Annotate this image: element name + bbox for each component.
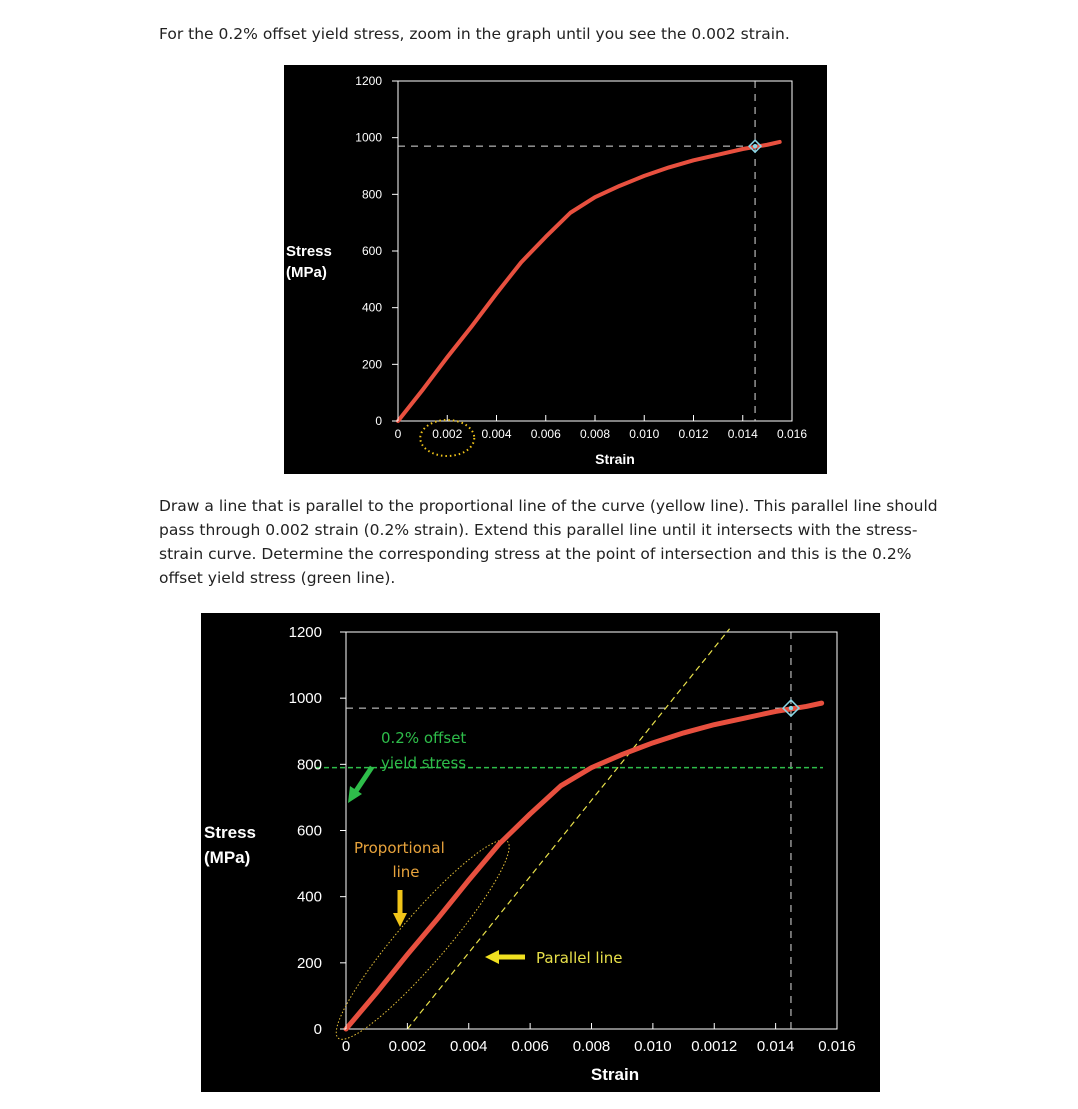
x-tick-label: 0 bbox=[341, 1038, 351, 1055]
proportional-label-line1: Proportional bbox=[354, 839, 445, 857]
x-tick-label: 0.002 bbox=[432, 427, 463, 441]
x-tick-label: 0.0012 bbox=[691, 1038, 738, 1055]
parallel-line-label: Parallel line bbox=[536, 949, 623, 967]
x-tick-label: 0.002 bbox=[388, 1038, 427, 1055]
x-tick-label: 0.004 bbox=[449, 1038, 488, 1055]
proportional-label-line2: line bbox=[392, 863, 420, 881]
y-axis-label-stress: Stress bbox=[204, 823, 256, 842]
x-tick-label: 0.008 bbox=[579, 427, 611, 441]
y-tick-label: 1000 bbox=[288, 690, 322, 708]
x-tick-label: 0.014 bbox=[727, 427, 758, 441]
stress-strain-chart-2 bbox=[201, 613, 880, 1092]
y-tick-label: 200 bbox=[296, 954, 322, 972]
x-axis-label: Strain bbox=[595, 451, 635, 467]
x-axis-label: Strain bbox=[590, 1065, 640, 1084]
y-tick-label: 800 bbox=[296, 756, 322, 774]
instruction-paragraph-2: Draw a line that is parallel to the proportional line of the curve (yellow line). This parallel line should pass through 0.002 strain (0.2% strain). Extend this parallel line until it intersects with the stress-strain curve. Determine the corresponding stress at the point of intersection and this is the 0.2% offset yield stress (green line). bbox=[159, 497, 938, 587]
x-tick-label: 0.012 bbox=[678, 427, 709, 441]
x-tick-label: 0.016 bbox=[776, 427, 808, 441]
instruction-paragraph-1: For the 0.2% offset yield stress, zoom in the graph until you see the 0.002 strain. bbox=[159, 25, 790, 43]
y-axis-label-stress: Stress bbox=[286, 243, 332, 260]
y-tick-label: 1200 bbox=[355, 74, 382, 88]
chart-background bbox=[201, 613, 880, 1092]
y-axis-label-unit: (MPa) bbox=[286, 264, 327, 281]
y-tick-label: 800 bbox=[361, 187, 382, 202]
ultimate-point-dot bbox=[753, 144, 757, 148]
offset-yield-label-line2: yield stress bbox=[381, 754, 467, 772]
x-tick-label: 0.006 bbox=[530, 427, 561, 441]
ultimate-point-dot bbox=[789, 706, 793, 710]
x-tick-label: 0.006 bbox=[511, 1038, 549, 1055]
y-tick-label: 600 bbox=[361, 244, 382, 258]
x-tick-label: 0.016 bbox=[818, 1038, 856, 1055]
y-axis-label-unit: (MPa) bbox=[204, 848, 251, 867]
x-tick-label: 0 bbox=[394, 427, 402, 441]
y-tick-label: 200 bbox=[361, 357, 382, 372]
x-tick-label: 0.004 bbox=[481, 427, 512, 441]
x-tick-label: 0.008 bbox=[572, 1038, 611, 1055]
y-tick-label: 1200 bbox=[288, 624, 322, 641]
x-tick-label: 0.010 bbox=[629, 427, 660, 441]
y-tick-label: 400 bbox=[296, 888, 322, 906]
x-tick-label: 0.010 bbox=[634, 1038, 672, 1055]
offset-yield-label-line1: 0.2% offset bbox=[381, 729, 467, 747]
y-tick-label: 1000 bbox=[355, 130, 382, 145]
y-tick-label: 600 bbox=[296, 822, 322, 840]
y-tick-label: 0 bbox=[313, 1021, 322, 1038]
x-tick-label: 0.014 bbox=[756, 1038, 795, 1055]
y-tick-label: 0 bbox=[375, 414, 382, 428]
stress-strain-chart-1 bbox=[284, 65, 827, 474]
chart-background bbox=[284, 65, 827, 474]
y-tick-label: 400 bbox=[361, 300, 382, 315]
